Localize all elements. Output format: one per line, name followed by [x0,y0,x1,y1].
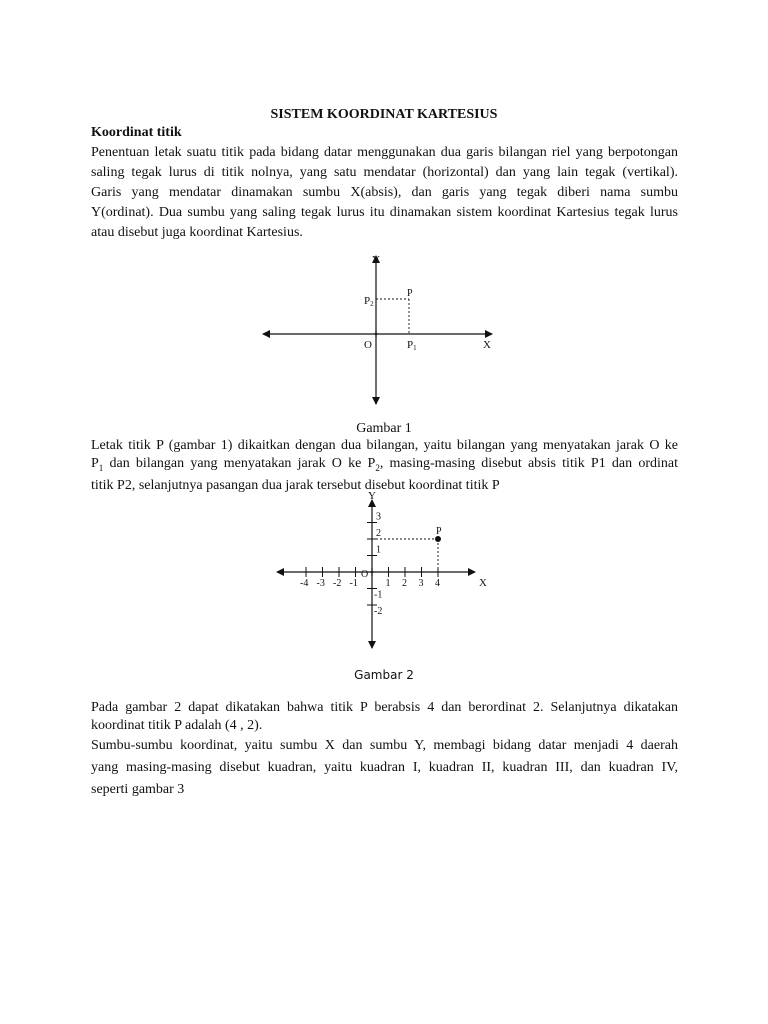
point-label: P [407,288,413,299]
figure-2-caption: Gambar 2 [354,668,414,682]
figure-1-caption: Gambar 1 [356,421,412,436]
text-line: seperti gambar 3 [91,782,185,797]
paragraph-coordinates [91,699,678,735]
x-tick-label: -3 [316,578,325,589]
x-tick-label: 2 [402,578,407,589]
y-axis-label: Y [372,254,380,266]
text-line: Letak titik P (gambar 1) dikaitkan dengan dua bilangan, yaitu bilangan yang menyatakan jarak O ke [91,438,678,453]
figure-2-cartesian-plane [268,488,500,656]
x-tick-label: 4 [435,578,440,589]
paragraph-point-p [91,437,678,495]
x-axis-label: X [479,577,487,589]
origin-label: O [361,569,369,580]
text-line: koordinat titik P adalah (4 , 2). [91,718,263,733]
text-line: Penentuan letak suatu titik pada bidang datar menggunakan dua garis bilangan riel yang berpotongan [91,145,678,160]
x-tick-label: 3 [418,578,424,589]
p2-label: P2 [364,295,374,308]
text-line: titik P2, selanjutnya pasangan dua jarak tersebut disebut koordinat titik P [91,477,500,493]
text-line: atau disebut juga koordinat Kartesius. [91,225,303,240]
paragraph-intro [91,143,678,243]
x-tick-label: 1 [385,578,391,589]
point-label: P [436,526,442,537]
x-tick-label: -1 [349,578,358,589]
x-tick-label: -4 [300,578,309,589]
text-line: Pada gambar 2 dapat dikatakan bahwa titik P berabsis 4 dan berordinat 2. Selanjutnya dikatakan [91,700,678,715]
text-line: $P_1$ dan bilangan yang menyatakan jarak O ke $P_2$, masing-masing disebut absis titik P1 dan ordinat [91,456,679,473]
section-heading: Koordinat titik [91,125,182,140]
paragraph-quadrants [91,735,678,801]
p1-label: P1 [407,339,417,352]
text-line: yang masing-masing disebut kuadran, yaitu kuadran I, kuadran II, kuadran III, dan kuadran IV, [91,760,678,775]
y-tick-label: 1 [376,544,381,556]
x-tick-label: -2 [333,578,342,589]
y-tick-label: 3 [376,511,381,523]
text-line: Sumbu-sumbu koordinat, yaitu sumbu X dan sumbu Y, membagi bidang datar menjadi 4 daerah [91,738,678,753]
y-tick-label: 2 [376,528,381,539]
text-line: Y(ordinat). Dua sumbu yang saling tegak lurus itu dinamakan sistem koordinat Kartesius tegak lurus [91,205,678,220]
y-tick-label: -2 [374,606,383,617]
y-axis-label: Y [368,490,376,502]
y-tick-label: -1 [374,589,383,601]
origin-label: O [364,339,372,351]
figure-1-cartesian-plane [250,248,510,408]
x-axis-label: X [483,339,491,351]
text-line: saling tegak lurus di titik nolnya, yang satu mendatar (horizontal) dan yang lain tegak (vertikal). [91,165,678,180]
page-title: SISTEM KOORDINAT KARTESIUS [270,107,498,122]
text-line: Garis yang mendatar dinamakan sumbu X(absis), dan garis yang tegak diberi nama sumbu [91,185,678,200]
